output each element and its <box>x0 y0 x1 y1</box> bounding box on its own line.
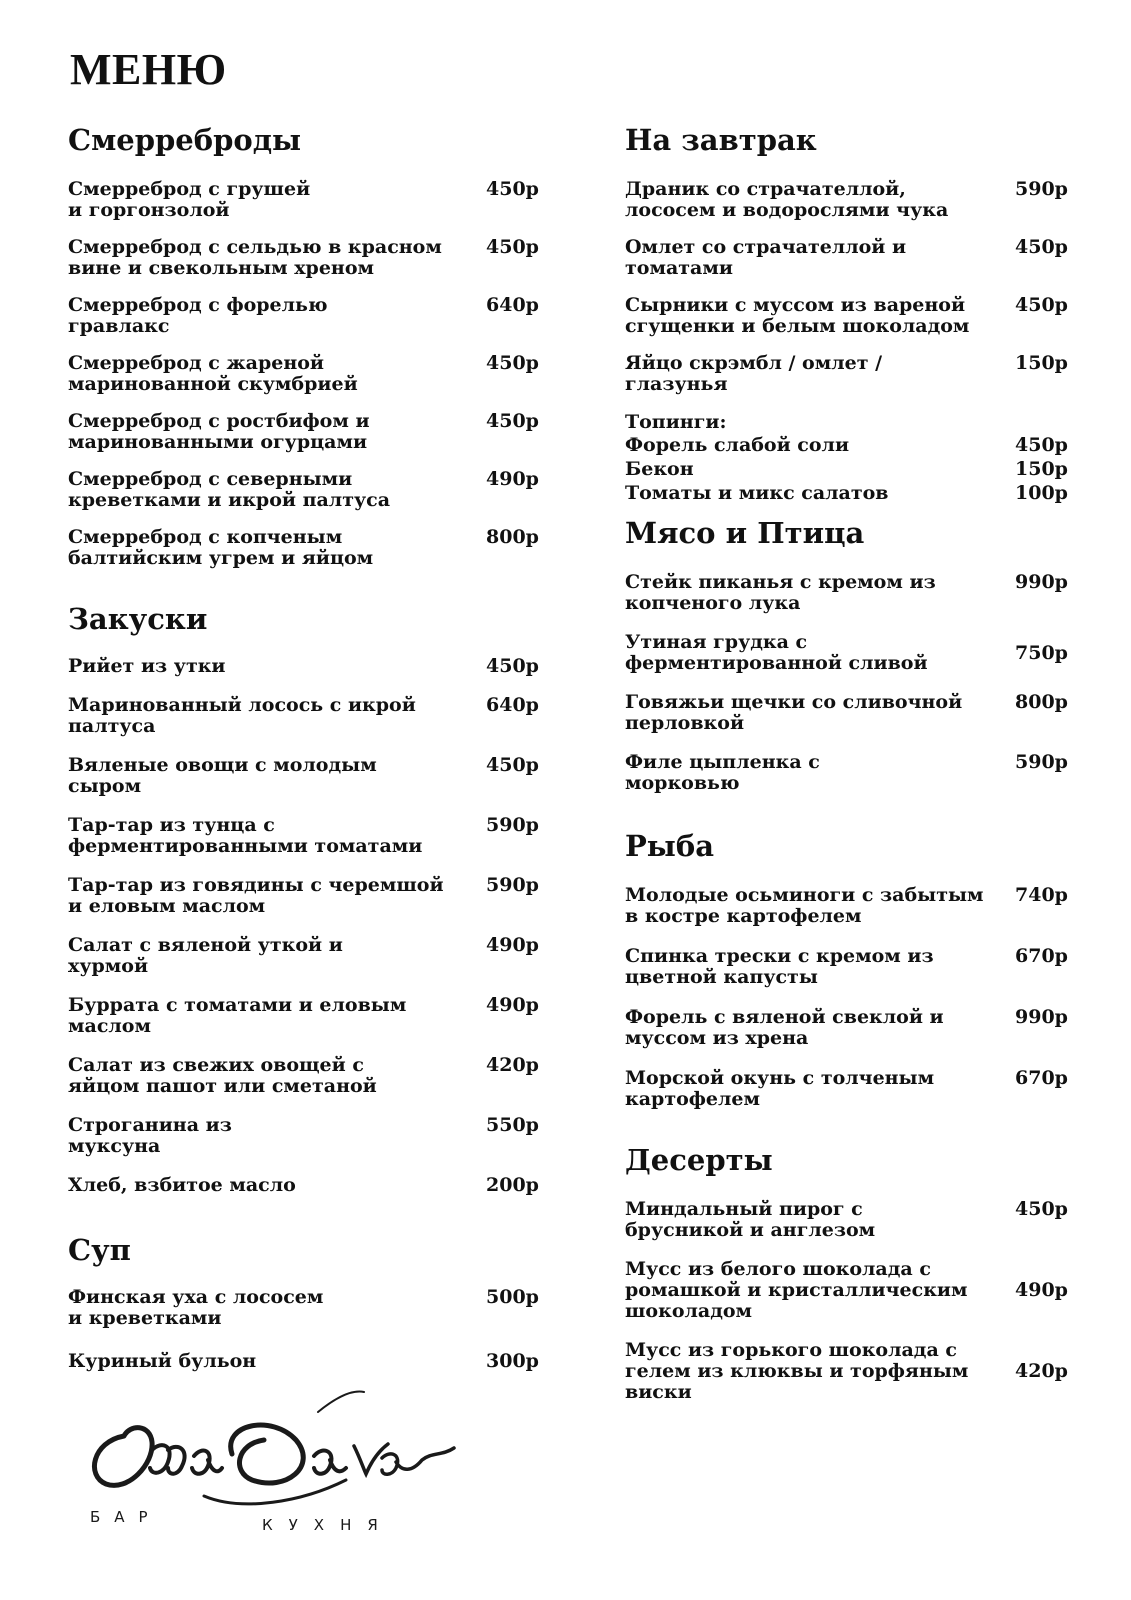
menu-section <box>68 123 548 569</box>
menu-item-name: Тар-тар из тунца с ферментированными томатами <box>68 814 423 857</box>
menu-item-price: 450р <box>1015 1198 1068 1220</box>
menu-item-name: Сырники с муссом из вареной сгущенки и белым шоколадом <box>625 294 970 337</box>
menu-item <box>68 1115 548 1157</box>
menu-item-name: Смерреброд с копченым балтийским угрем и яйцом <box>68 526 374 569</box>
menu-item-name: Вяленые овощи с молодым сыром <box>68 754 377 797</box>
menu-item-name: Омлет со страчателлой и томатами <box>625 236 907 279</box>
menu-item <box>625 1340 1075 1403</box>
menu-item-name: Спинка трески с кремом из цветной капусты <box>625 945 934 988</box>
menu-item-price: 420р <box>486 1054 539 1076</box>
menu-item-name: Томаты и микс салатов <box>625 482 889 504</box>
menu-section <box>68 1233 548 1372</box>
menu-item-price: 490р <box>1015 1279 1068 1301</box>
menu-section <box>625 516 1075 794</box>
menu-item-name: Тар-тар из говядины с черемшой и еловым маслом <box>68 874 444 917</box>
menu-item <box>68 1351 548 1372</box>
menu-item-price: 450р <box>486 655 539 677</box>
menu-item <box>68 527 548 569</box>
menu-item <box>68 875 548 917</box>
section-title: Закуски <box>68 602 208 636</box>
menu-item-price: 200р <box>486 1174 539 1196</box>
menu-item-name: Хлеб, взбитое масло <box>68 1174 296 1196</box>
page-title: МЕНЮ <box>70 45 227 94</box>
menu-item-name: Смерреброд с северными креветками и икрой палтуса <box>68 468 391 511</box>
menu-item-price: 750р <box>1015 641 1068 664</box>
menu-item-price: 100р <box>1015 482 1068 504</box>
logo-subtitle-left: БАР <box>90 1508 162 1526</box>
menu-item <box>68 656 548 677</box>
menu-item-name: Мусс из горького шоколада с гелем из клюквы и торфяным виски <box>625 1339 969 1403</box>
menu-item <box>68 935 548 977</box>
menu-item-price: 800р <box>1015 691 1068 713</box>
menu-item-name: Смерреброд с грушей и горгонзолой <box>68 178 311 221</box>
menu-item <box>68 179 548 221</box>
menu-section <box>625 829 1075 1110</box>
menu-item-price: 450р <box>486 352 539 374</box>
menu-item-name: Яйцо скрэмбл / омлет / глазунья <box>625 352 883 395</box>
menu-item-name: Форель с вяленой свеклой и муссом из хрена <box>625 1006 944 1049</box>
menu-item-price: 670р <box>1015 1067 1068 1089</box>
menu-item-name: Финская уха с лососем и креветками <box>68 1286 324 1329</box>
menu-item-price: 640р <box>486 694 539 716</box>
menu-item-price: 550р <box>486 1114 539 1136</box>
menu-item-price: 450р <box>486 754 539 776</box>
menu-item-name: Молодые осьминоги с забытым в костре картофелем <box>625 884 984 927</box>
menu-item-name: Смерреброд с форелью гравлакс <box>68 294 328 337</box>
menu-section <box>68 602 548 1196</box>
menu-item <box>625 179 1075 221</box>
menu-item <box>68 411 548 453</box>
menu-item <box>625 481 1075 505</box>
menu-item <box>68 237 548 279</box>
menu-item <box>625 237 1075 279</box>
toppings-block <box>625 411 1075 505</box>
menu-item-price: 150р <box>1015 458 1068 480</box>
menu-item-price: 500р <box>486 1286 539 1308</box>
menu-item-price: 450р <box>486 236 539 258</box>
toppings-label: Топинги: <box>625 411 727 433</box>
menu-item-name: Морской окунь с толченым картофелем <box>625 1067 935 1110</box>
menu-item <box>625 353 1075 395</box>
menu-item-price: 420р <box>1015 1360 1068 1382</box>
menu-item <box>625 572 1075 614</box>
menu-item-name: Утиная грудка с ферментированной сливой <box>625 631 928 674</box>
menu-item-price: 590р <box>486 814 539 836</box>
menu-item-price: 490р <box>486 468 539 490</box>
menu-item-price: 670р <box>1015 945 1068 967</box>
menu-item-name: Стейк пиканья с кремом из копченого лука <box>625 571 936 614</box>
menu-item <box>68 469 548 511</box>
menu-item <box>625 1259 1075 1322</box>
menu-item-price: 590р <box>486 874 539 896</box>
section-title: Десерты <box>625 1143 773 1177</box>
menu-item <box>68 1287 548 1329</box>
menu-item <box>625 433 1075 457</box>
menu-item <box>68 815 548 857</box>
menu-item <box>68 1175 548 1196</box>
section-title: Рыба <box>625 829 715 863</box>
menu-item <box>625 1068 1075 1110</box>
menu-item <box>625 885 1075 927</box>
menu-item-price: 990р <box>1015 1006 1068 1028</box>
menu-section-breakfast <box>625 123 1075 505</box>
menu-item-name: Филе цыпленка с морковью <box>625 751 820 794</box>
menu-item-price: 450р <box>1015 294 1068 316</box>
section-title: Смерреброды <box>68 123 302 157</box>
menu-item-price: 300р <box>486 1350 539 1372</box>
menu-item-name: Смерреброд с жареной маринованной скумбрией <box>68 352 358 395</box>
section-title: Суп <box>68 1233 131 1267</box>
menu-item <box>68 353 548 395</box>
menu-item-price: 990р <box>1015 571 1068 593</box>
menu-item-name: Смерреброд с ростбифом и маринованными огурцами <box>68 410 370 453</box>
menu-item-price: 640р <box>486 294 539 316</box>
logo-subtitle-right: КУХНЯ <box>262 1516 394 1534</box>
menu-item-name: Строганина из муксуна <box>68 1114 232 1157</box>
menu-item <box>625 946 1075 988</box>
menu-item-name: Миндальный пирог с брусникой и англезом <box>625 1198 876 1241</box>
menu-item-name: Форель слабой соли <box>625 434 850 456</box>
menu-item-price: 450р <box>1015 236 1068 258</box>
left-column <box>68 123 548 1372</box>
right-column <box>625 123 1075 1403</box>
menu-item <box>625 632 1075 674</box>
menu-item-name: Бекон <box>625 458 694 480</box>
menu-item-price: 740р <box>1015 884 1068 906</box>
menu-item-name: Смерреброд с сельдью в красном вине и свекольным хреном <box>68 236 442 279</box>
menu-item-price: 590р <box>1015 178 1068 200</box>
menu-item <box>68 295 548 337</box>
menu-item-name: Куриный бульон <box>68 1350 257 1372</box>
menu-item <box>68 695 548 737</box>
menu-item-price: 490р <box>486 994 539 1016</box>
menu-item <box>625 1007 1075 1049</box>
restaurant-logo <box>82 1384 482 1534</box>
menu-section <box>625 1143 1075 1403</box>
menu-item-name: Буррата с томатами и еловым маслом <box>68 994 407 1037</box>
menu-item-name: Драник со страчателлой, лососем и водорослями чука <box>625 178 949 221</box>
menu-item-price: 450р <box>1015 434 1068 456</box>
section-title: На завтрак <box>625 123 817 157</box>
menu-item-name: Говяжьи щечки со сливочной перловкой <box>625 691 963 734</box>
menu-item-name: Салат из свежих овощей с яйцом пашот или сметаной <box>68 1054 377 1097</box>
menu-item-price: 450р <box>486 410 539 432</box>
menu-item <box>68 755 548 797</box>
menu-item-name: Мусс из белого шоколада с ромашкой и кристаллическим шоколадом <box>625 1258 968 1322</box>
menu-item <box>625 1199 1075 1241</box>
menu-item <box>625 692 1075 734</box>
menu-item-name: Рийет из утки <box>68 655 226 677</box>
menu-item-price: 150р <box>1015 352 1068 374</box>
menu-item-price: 590р <box>1015 751 1068 773</box>
menu-item <box>68 1055 548 1097</box>
menu-item-price: 490р <box>486 934 539 956</box>
menu-item <box>625 295 1075 337</box>
menu-item <box>68 995 548 1037</box>
menu-item <box>625 752 1075 794</box>
menu-item-name: Маринованный лосось с икрой палтуса <box>68 694 416 737</box>
menu-item-price: 450р <box>486 178 539 200</box>
menu-item <box>625 457 1075 481</box>
section-title: Мясо и Птица <box>625 516 865 550</box>
menu-item-price: 800р <box>486 526 539 548</box>
menu-item-name: Салат с вяленой уткой и хурмой <box>68 934 343 977</box>
